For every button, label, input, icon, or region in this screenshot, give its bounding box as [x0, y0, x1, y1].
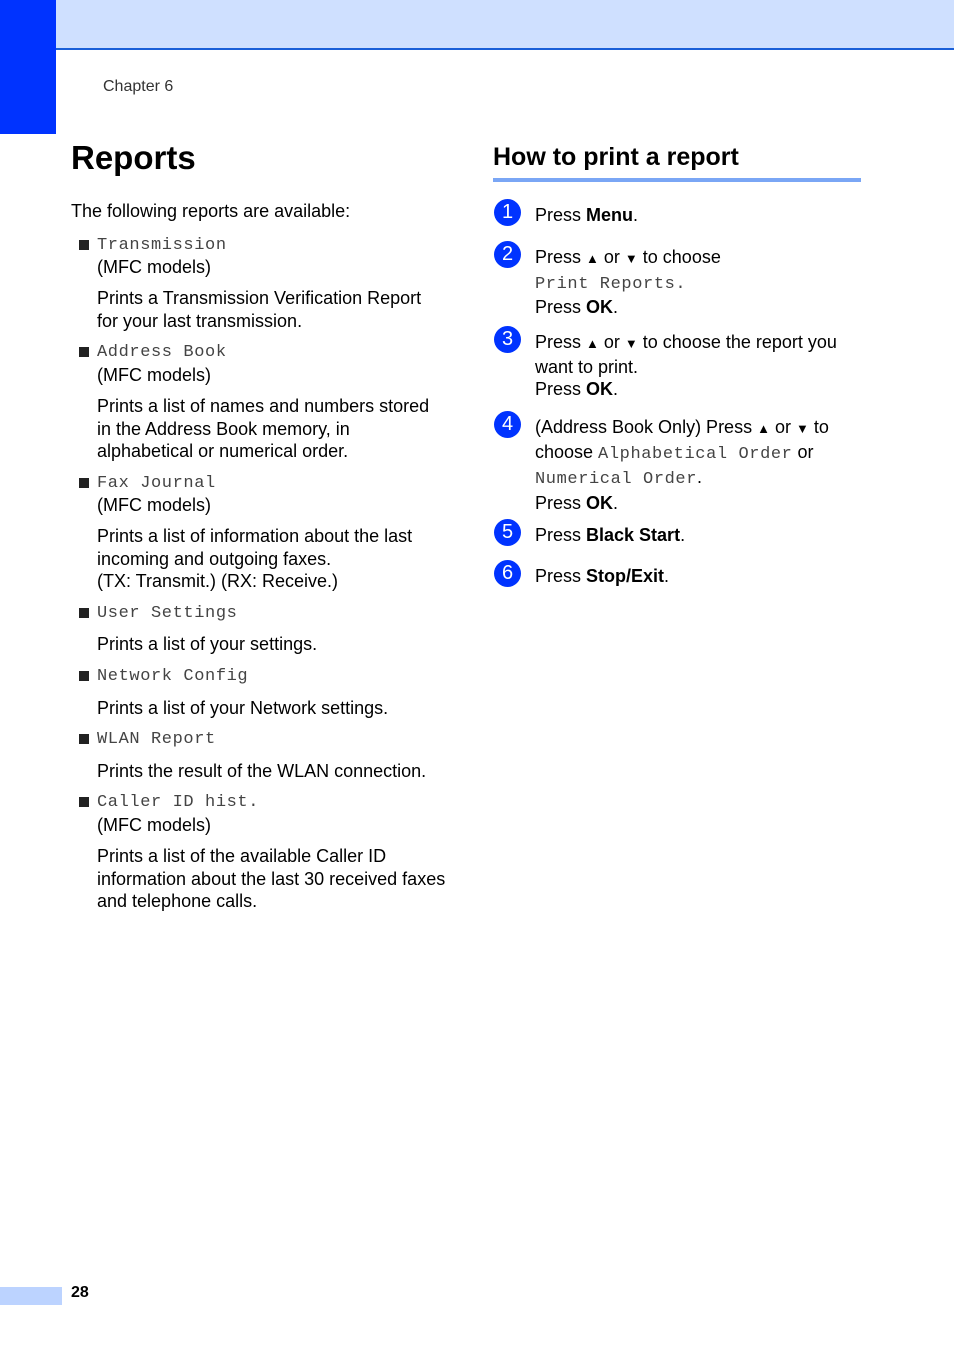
step-text-part: Press — [535, 525, 587, 545]
report-desc: Prints a Transmission Verification Report for your last transmission. — [97, 288, 422, 331]
up-arrow-icon: ▲ — [586, 251, 599, 266]
report-note: (MFC models) — [97, 365, 212, 385]
chapter-tab — [0, 0, 56, 134]
report-desc: Prints a list of the available Caller ID information about the last 30 received faxes and telephone calls. — [97, 846, 446, 911]
step-text — [535, 246, 865, 319]
step-text-part: . — [613, 379, 619, 399]
section-title-reports: Reports — [71, 139, 196, 176]
step-text-part: Press — [535, 566, 587, 586]
step-text-part: Press — [535, 379, 587, 399]
step-text-part: Press — [535, 492, 587, 513]
bullet-square-icon — [79, 671, 89, 681]
step-text — [535, 204, 865, 227]
section-title-how-to: How to print a report — [493, 143, 739, 171]
menu-option: Numerical Order — [535, 470, 698, 489]
page-number: 28 — [71, 1284, 89, 1301]
step-text-part: . — [664, 566, 670, 586]
step-text-part: Press — [535, 297, 587, 317]
report-name: Address Book — [97, 343, 227, 362]
key-label: Black Start — [586, 525, 681, 545]
report-name: WLAN Report — [97, 730, 216, 749]
step-number-badge: 3 — [494, 326, 521, 353]
step-text — [535, 524, 865, 547]
report-desc-extra: (TX: Transmit.) (RX: Receive.) — [97, 571, 339, 591]
report-name: Network Config — [97, 667, 249, 686]
step-number-badge: 1 — [494, 199, 521, 226]
report-name: User Settings — [97, 604, 238, 623]
bullet-square-icon — [79, 734, 89, 744]
key-label: Stop/Exit — [586, 566, 665, 586]
step-text-part: Press — [535, 247, 587, 267]
bullet-square-icon — [79, 478, 89, 488]
report-note: (MFC models) — [97, 495, 212, 515]
step-text — [535, 331, 865, 401]
step-text-part: or — [792, 441, 814, 462]
step-text-part: Press — [535, 332, 587, 352]
menu-option: Print Reports. — [535, 274, 687, 294]
bullet-square-icon — [79, 240, 89, 250]
chapter-label: Chapter 6 — [103, 78, 174, 95]
step-text-part: . — [613, 492, 619, 513]
step-text-part: or — [769, 417, 796, 437]
step-text-part: or — [598, 247, 625, 267]
report-desc: Prints a list of your Network settings. — [97, 698, 389, 718]
menu-option: Alphabetical Order — [598, 444, 793, 464]
down-arrow-icon: ▼ — [624, 251, 638, 266]
step-text-part: Press — [535, 205, 587, 225]
report-note: (MFC models) — [97, 815, 212, 835]
bullet-square-icon — [79, 608, 89, 618]
heading-rule — [493, 178, 861, 182]
report-desc: Prints a list of names and numbers stored in the Address Book memory, in alphabetical or numerical order. — [97, 396, 430, 461]
step-text-part: (Address Book Only) Press — [535, 417, 758, 437]
bullet-square-icon — [79, 797, 89, 807]
step-text-part: to choose the report you want to print. — [535, 332, 837, 377]
step-text-part: . — [697, 467, 703, 487]
step-text-part: to choose — [637, 247, 721, 267]
key-label: OK — [586, 379, 614, 399]
intro-text: The following reports are available: — [71, 201, 351, 221]
report-desc: Prints the result of the WLAN connection. — [97, 761, 427, 781]
up-arrow-icon: ▲ — [586, 336, 599, 351]
step-text-part: . — [613, 297, 619, 317]
down-arrow-icon: ▼ — [795, 421, 809, 436]
report-desc: Prints a list of information about the last incoming and outgoing faxes. — [97, 526, 413, 569]
step-text-part: or — [598, 332, 625, 352]
report-note: (MFC models) — [97, 257, 212, 277]
key-label: Menu — [586, 205, 634, 225]
header-band — [56, 0, 954, 50]
key-label: OK — [586, 492, 614, 513]
report-name: Fax Journal — [97, 474, 216, 493]
key-label: OK — [586, 297, 614, 317]
bullet-square-icon — [79, 347, 89, 357]
step-number-badge: 2 — [494, 241, 521, 268]
step-number-badge: 6 — [494, 560, 521, 587]
up-arrow-icon: ▲ — [757, 421, 770, 436]
step-text — [535, 416, 865, 514]
step-number-badge: 5 — [494, 519, 521, 546]
page-number-band — [0, 1287, 62, 1305]
report-name: Caller ID hist. — [97, 793, 260, 812]
report-desc: Prints a list of your settings. — [97, 634, 318, 654]
down-arrow-icon: ▼ — [624, 336, 638, 351]
report-name: Transmission — [97, 236, 227, 255]
step-text-part: to choose — [535, 417, 829, 462]
step-text — [535, 565, 865, 588]
step-number-badge: 4 — [494, 411, 521, 438]
step-text-part: . — [633, 205, 639, 225]
step-text-part: . — [680, 525, 686, 545]
